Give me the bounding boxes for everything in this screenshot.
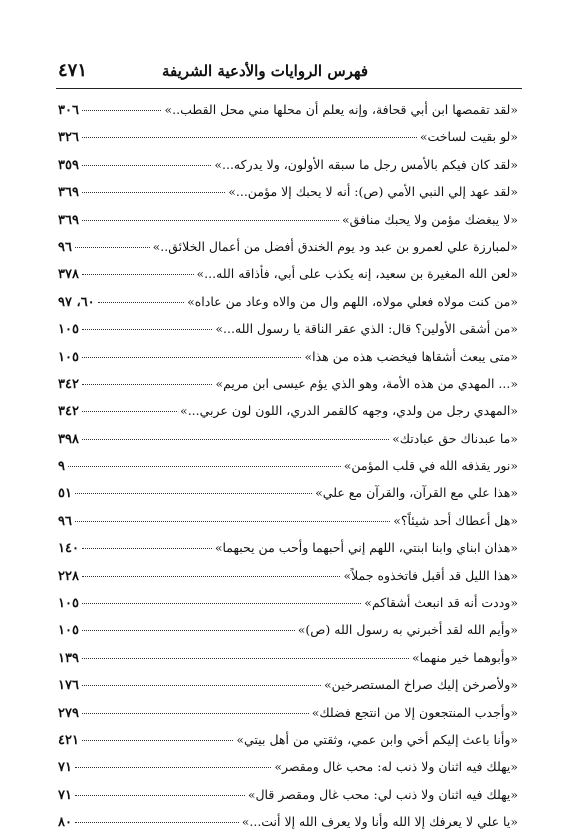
entry-text: «يهلك فيه اثنان ولا ذنب لي: محب غال ومقصر قال» [247, 786, 518, 802]
entry-page-number: ٢٧٩ [58, 705, 79, 721]
dot-leader [75, 767, 271, 768]
dot-leader [75, 795, 245, 796]
dot-leader [82, 274, 194, 275]
dot-leader [82, 576, 340, 577]
entry-text: «يا علي لا يعرفك إلا الله وأنا ولا يعرف الله إلا أنت...» [241, 814, 518, 830]
dot-leader [98, 302, 184, 303]
index-entry [58, 123, 518, 150]
index-entry [58, 808, 518, 835]
entry-text: «وأجدب المنتجعون إلا من انتجع فضلك» [311, 704, 518, 720]
index-entry [58, 726, 518, 753]
dot-leader [82, 220, 339, 221]
header-divider [56, 88, 522, 89]
entry-text: «وددت أنه قد انبعث أشقاكم» [364, 595, 518, 611]
entry-text: «لو بقيت لساخت» [419, 129, 518, 145]
index-entry [58, 534, 518, 561]
dot-leader [82, 713, 309, 714]
entry-text: «لقد كان فيكم بالأمس رجل ما سبقه الأولون، ولا يدركه...» [214, 156, 518, 172]
dot-leader [82, 548, 212, 549]
index-entry [58, 479, 518, 506]
entry-page-number: ٥١ [58, 486, 72, 502]
dot-leader [75, 521, 390, 522]
index-entry [58, 151, 518, 178]
entry-page-number: ٣٥٩ [58, 157, 79, 173]
dot-leader [82, 603, 361, 604]
index-entry [58, 233, 518, 260]
entry-text: «لقد عهد إلي النبي الأمي (ص): أنه لا يحبك إلا مؤمن...» [228, 184, 518, 200]
entry-text: «يهلك فيه اثنان ولا ذنب له: محب غال ومقصر» [274, 759, 518, 775]
entry-text: «هذا الليل قد أقبل فاتخذوه جملاً» [343, 567, 518, 583]
dot-leader [82, 137, 417, 138]
entry-text: «هل أعطاك أحد شيئاً؟» [393, 512, 518, 528]
entry-text: «لمبارزة علي لعمرو بن عبد ود يوم الخندق أفضل من أعمال الخلائق..» [152, 238, 518, 254]
entry-page-number: ٩٦ [58, 239, 72, 255]
entry-text: «ما عبدناك حق عبادتك» [392, 430, 518, 446]
index-entry [58, 343, 518, 370]
entry-text: «ولأصرخن إليك صراخ المستصرخين» [324, 677, 518, 693]
index-entry [58, 96, 518, 123]
page-number: ٤٧١ [58, 60, 88, 81]
entry-text: «المهدي رجل من ولدي، وجهه كالقمر الدري، اللون لون عربي...» [180, 403, 518, 419]
entry-page-number: ٢٢٨ [58, 568, 79, 584]
index-entry [58, 425, 518, 452]
entry-page-number: ١٣٩ [58, 650, 79, 666]
entry-text: «هذا علي مع القرآن، والقرآن مع علي» [315, 485, 518, 501]
entry-page-number: ٧١ [58, 760, 72, 776]
entry-text: «... المهدي من هذه الأمة، وهو الذي يؤم عيسى ابن مريم» [215, 375, 518, 391]
index-entry [58, 288, 518, 315]
entry-text: «لقد تقمصها ابن أبي قحافة، وإنه يعلم أن محلها مني محل القطب..» [164, 102, 518, 117]
index-entry [58, 452, 518, 479]
index-entry [58, 616, 518, 643]
entry-page-number: ٨٠ [58, 815, 72, 831]
dot-leader [82, 411, 177, 412]
entry-page-number: ٣٠٦ [58, 103, 79, 118]
entry-page-number: ١٠٥ [58, 349, 79, 365]
entry-page-number: ٧١ [58, 787, 72, 803]
entry-text: «نور يقذفه الله في قلب المؤمن» [343, 458, 518, 474]
entry-page-number: ١٠٥ [58, 596, 79, 612]
entry-page-number: ٣٧٨ [58, 267, 79, 283]
dot-leader [82, 165, 211, 166]
index-entry [58, 589, 518, 616]
entry-page-number: ١٧٦ [58, 678, 79, 694]
entry-page-number: ٣٦٩ [58, 185, 79, 201]
entry-page-number: ٦٠، ٩٧ [58, 294, 95, 310]
dot-leader [82, 439, 389, 440]
running-title: فهرس الروايات والأدعية الشريفة [162, 62, 368, 80]
entry-page-number: ١٠٥ [58, 322, 79, 338]
dot-leader [82, 192, 225, 193]
index-entry [58, 562, 518, 589]
index-entry [58, 781, 518, 808]
dot-leader [82, 630, 295, 631]
entry-page-number: ٣٦٩ [58, 212, 79, 228]
dot-leader [75, 822, 239, 823]
index-list [58, 96, 518, 836]
dot-leader [82, 329, 212, 330]
entry-text: «لعن الله المغيرة بن سعيد، إنه يكذب على أبي، فأذاقه الله...» [196, 266, 518, 282]
entry-text: «وأيم الله لقد أخبرني به رسول الله (ص)» [297, 622, 518, 638]
dot-leader [75, 247, 150, 248]
entry-text: «من أشقى الأولين؟ قال: الذي عقر الناقة يا رسول الله...» [215, 321, 518, 337]
index-entry [58, 397, 518, 424]
dot-leader [82, 357, 302, 358]
index-entry [58, 260, 518, 287]
entry-text: «وأنا باعث إليكم أخي وابن عمي، وثقتي من أهل بيتي» [236, 731, 518, 747]
entry-page-number: ٣٤٢ [58, 404, 79, 420]
entry-page-number: ٣٢٦ [58, 130, 79, 146]
dot-leader [82, 740, 233, 741]
dot-leader [68, 466, 341, 467]
index-entry [58, 644, 518, 671]
entry-page-number: ٩٦ [58, 513, 72, 529]
dot-leader [82, 384, 212, 385]
index-entry [58, 206, 518, 233]
entry-page-number: ١٤٠ [58, 541, 79, 557]
index-entry [58, 753, 518, 780]
page-header [58, 60, 518, 86]
entry-page-number: ٣٩٨ [58, 431, 79, 447]
entry-page-number: ١٠٥ [58, 623, 79, 639]
dot-leader [75, 493, 312, 494]
dot-leader [82, 110, 162, 111]
entry-page-number: ٣٤٢ [58, 376, 79, 392]
entry-page-number: ٩ [58, 459, 65, 475]
entry-text: «من كنت مولاه فعلي مولاه، اللهم وال من والاه وعاد من عاداه» [187, 293, 518, 309]
dot-leader [82, 685, 321, 686]
index-entry [58, 178, 518, 205]
index-entry [58, 370, 518, 397]
entry-text: «هذان ابناي وابنا ابنتي، اللهم إني أحبهما وأحب من يحبهما» [214, 540, 518, 556]
entry-page-number: ٤٢١ [58, 732, 79, 748]
index-entry [58, 315, 518, 342]
index-entry [58, 671, 518, 698]
index-entry [58, 699, 518, 726]
entry-text: «وأبوهما خير منهما» [412, 649, 518, 665]
index-entry [58, 507, 518, 534]
dot-leader [82, 658, 409, 659]
entry-text: «متى يبعث أشقاها فيخضب هذه من هذا» [304, 348, 518, 364]
entry-text: «لا يبغضك مؤمن ولا يحبك منافق» [341, 211, 518, 227]
